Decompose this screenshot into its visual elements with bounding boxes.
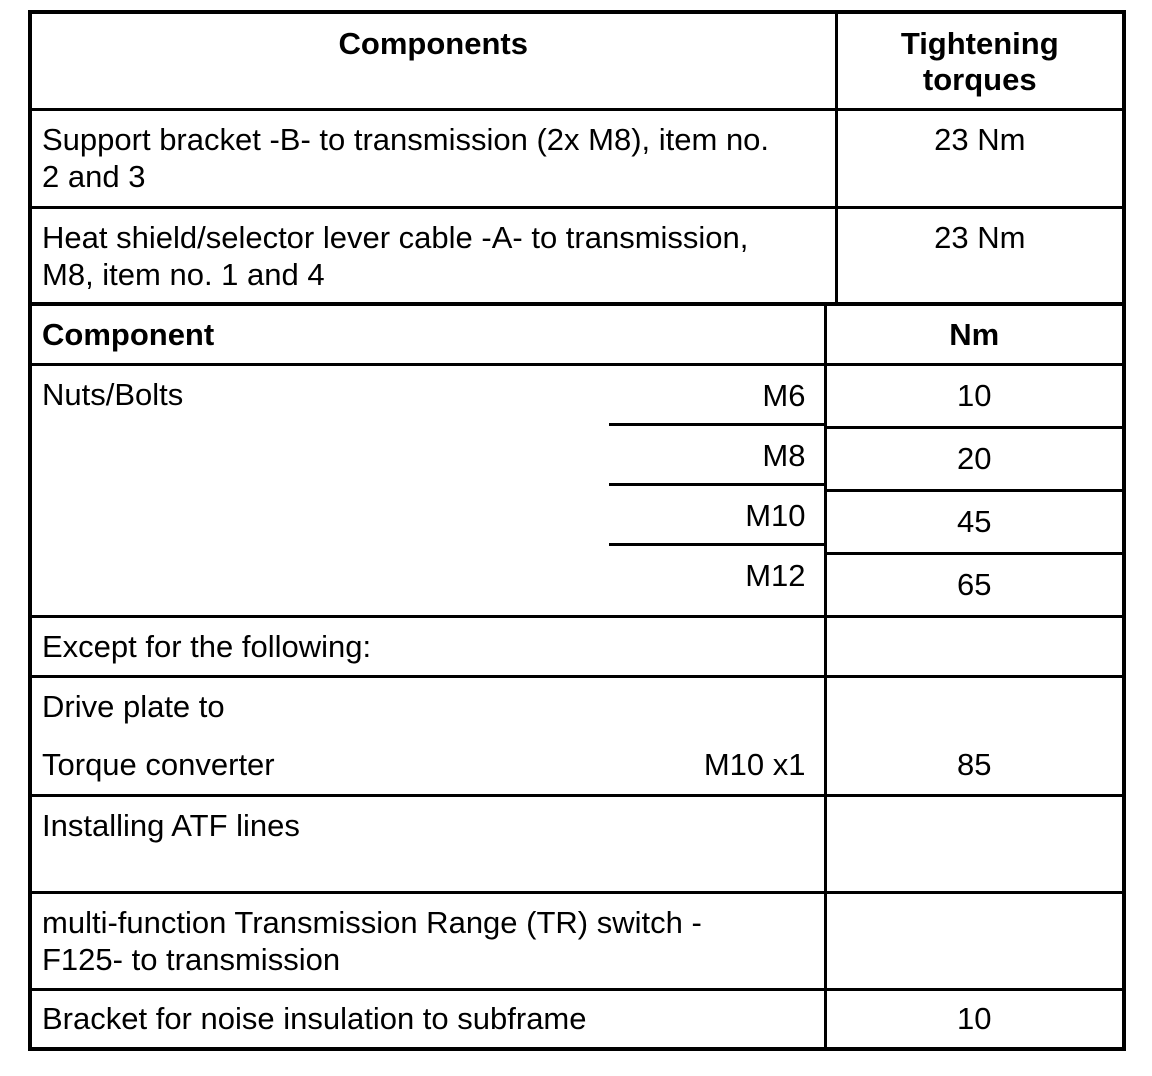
except-cell [30,616,825,676]
table-row [30,795,1124,892]
table-row [30,989,1124,1049]
nuts-bolts-cell [30,364,825,616]
noise-bracket-cell [30,989,825,1049]
table-row [30,892,1124,989]
nm-value: 65 [957,566,992,602]
noise-bracket-nm-cell [825,989,1124,1049]
nm-cell-empty [825,795,1124,892]
nm-value: 85 [957,746,992,782]
component-cell [30,207,836,305]
drive-plate-cell [30,676,825,795]
header-components-label: Components [338,26,528,61]
tr-switch-line2: F125- to transmission [42,941,341,977]
torque-value: 23 Nm [934,219,1026,255]
header-nm [825,304,1124,364]
bolt-size: M8 [609,426,824,486]
component-line: Support bracket -B- to transmission (2x M8), item no. [42,121,770,157]
table-header-row [30,304,1124,364]
except-label: Except for the following: [42,628,372,664]
nm-value: 45 [827,492,1123,555]
noise-bracket-label: Bracket for noise insulation to subframe [42,1001,587,1037]
header-torques-line1: Tightening [900,26,1059,61]
table-header-row [30,12,1124,109]
bolt-size: M12 [745,557,806,593]
drive-plate-nm-cell [825,676,1124,795]
bolt-size: M10 [609,486,824,546]
component-line: M8, item no. 1 and 4 [42,256,325,292]
nm-value: 10 [827,366,1123,429]
header-nm-label: Nm [949,316,1000,352]
torque-cell [836,109,1124,207]
nm-cell-empty [825,616,1124,676]
torque-table-bottom [28,302,1126,1051]
component-cell [30,109,836,207]
torque-value: 23 Nm [934,121,1026,157]
tr-switch-line1: multi-function Transmission Range (TR) switch - [42,904,702,940]
bolt-size: M6 [609,366,824,426]
header-component [30,304,825,364]
drive-plate-line2: Torque converter [42,746,275,782]
drive-plate-line1: Drive plate to [42,688,225,724]
table-row [30,676,1124,795]
header-torques-line2: torques [922,62,1037,97]
component-line: Heat shield/selector lever cable -A- to transmission, [42,219,749,255]
header-component-label: Component [42,316,215,352]
header-components [30,12,836,109]
nuts-bolts-nm-cell [825,364,1124,616]
nuts-bolts-label: Nuts/Bolts [42,376,184,412]
component-line: 2 and 3 [42,158,146,194]
torque-table-top [28,10,1126,307]
table-row [30,207,1124,305]
header-tightening-torques [836,12,1124,109]
nm-value: 10 [957,1001,992,1037]
nm-cell-empty [825,892,1124,989]
table-row [30,109,1124,207]
atf-lines-label: Installing ATF lines [42,807,300,843]
tr-switch-cell [30,892,825,989]
nm-value: 20 [827,429,1123,492]
table-row-nuts-bolts [30,364,1124,616]
atf-lines-cell [30,795,825,892]
table-row [30,616,1124,676]
torque-cell [836,207,1124,305]
drive-plate-size: M10 x1 [703,746,806,782]
